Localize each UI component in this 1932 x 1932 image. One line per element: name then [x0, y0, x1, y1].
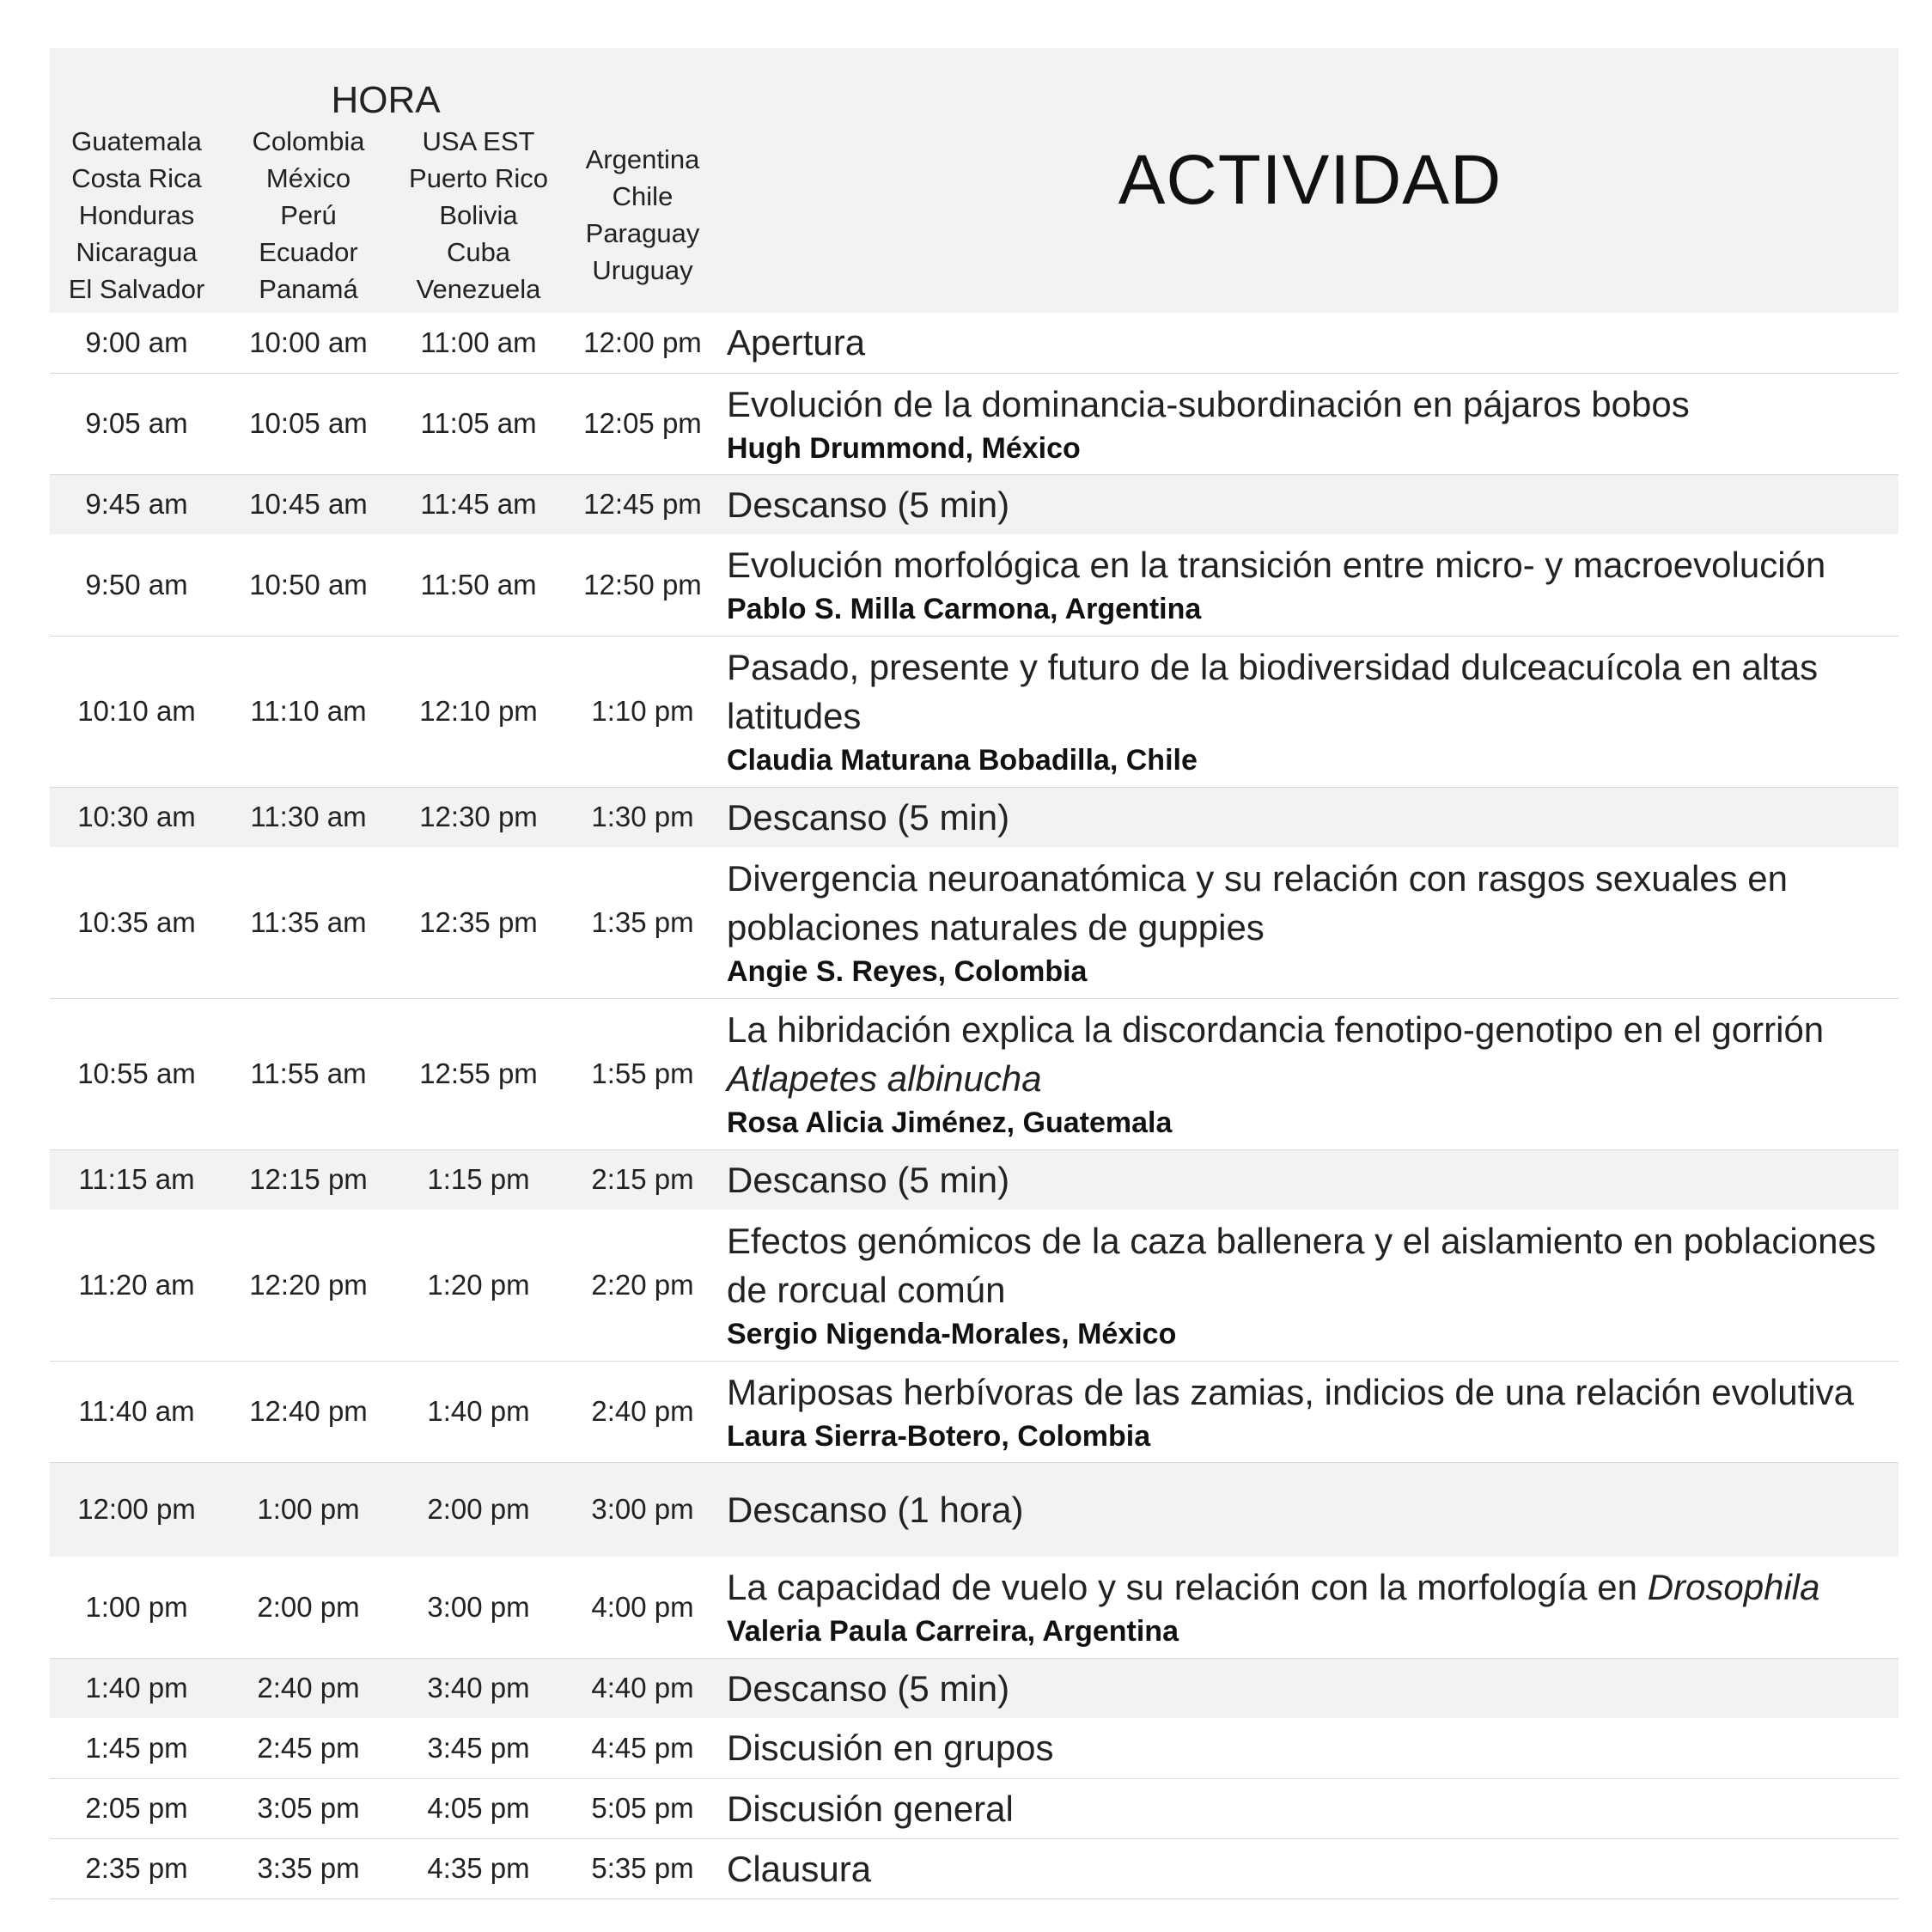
time-cell: 2:00 pm — [393, 1462, 564, 1557]
schedule-row — [50, 1718, 1898, 1778]
time-cell: 12:35 pm — [393, 847, 564, 998]
activity-title-text: Discusión en grupos — [727, 1728, 1054, 1769]
time-cell: 10:50 am — [223, 534, 393, 636]
country-name: Honduras — [78, 199, 195, 230]
activity-title-text: Clausura — [727, 1848, 872, 1889]
time-cell: 3:00 pm — [393, 1557, 564, 1658]
activity-title — [727, 1216, 1892, 1314]
speaker-name: Rosa Alicia Jiménez, Guatemala — [727, 1106, 1173, 1139]
country-name: Costa Rica — [71, 162, 202, 193]
time-cell: 2:05 pm — [50, 1778, 223, 1838]
activity-cell — [722, 313, 1898, 373]
activity-title-text: Evolución de la dominancia-subordinación en pájaros bobos — [727, 383, 1690, 424]
time-cell: 10:10 am — [50, 636, 223, 787]
time-cell: 11:50 am — [393, 534, 564, 636]
time-cell: 10:05 am — [223, 373, 393, 474]
break-row — [50, 1658, 1898, 1718]
time-cell: 12:50 pm — [564, 534, 722, 636]
country-name: Colombia — [252, 125, 365, 156]
activity-title — [727, 1155, 1892, 1204]
activity-title — [727, 1368, 1892, 1417]
country-name: El Salvador — [68, 273, 205, 304]
schedule-row — [50, 636, 1898, 787]
time-cell: 10:45 am — [223, 474, 393, 534]
activity-title-text: Descanso (1 hora) — [727, 1489, 1024, 1530]
schedule-body — [50, 313, 1898, 1898]
speaker-name: Sergio Nigenda-Morales, México — [727, 1317, 1177, 1350]
activity-title — [727, 1723, 1892, 1772]
activity-cell — [722, 1462, 1898, 1557]
country-name: Argentina — [585, 144, 700, 174]
break-row — [50, 1149, 1898, 1210]
country-name: Ecuador — [259, 236, 358, 267]
time-zone-column-1 — [50, 122, 223, 313]
time-cell: 10:30 am — [50, 787, 223, 847]
activity-title-text: Evolución morfológica en la transición entre micro- y macroevolución — [727, 545, 1826, 586]
time-cell: 5:35 pm — [564, 1838, 722, 1898]
hora-header — [50, 48, 722, 122]
time-zone-column-2 — [223, 122, 393, 313]
activity-title-text: Descanso (5 min) — [727, 484, 1010, 525]
break-row — [50, 474, 1898, 534]
activity-title-text: La hibridación explica la discordancia fenotipo-genotipo en el gorrión — [727, 1009, 1825, 1050]
time-cell: 1:15 pm — [393, 1149, 564, 1210]
country-name: México — [265, 162, 351, 193]
activity-title-text: Descanso (5 min) — [727, 1159, 1010, 1200]
time-cell: 11:45 am — [393, 474, 564, 534]
time-cell: 2:45 pm — [223, 1718, 393, 1778]
activity-cell — [722, 787, 1898, 847]
time-cell: 3:45 pm — [393, 1718, 564, 1778]
time-cell: 12:40 pm — [223, 1361, 393, 1462]
activity-title-text: Divergencia neuroanatómica y su relación con rasgos sexuales en poblaciones naturales de guppies — [727, 857, 1789, 948]
time-cell: 2:00 pm — [223, 1557, 393, 1658]
schedule-row — [50, 1557, 1898, 1658]
activity-cell — [722, 1658, 1898, 1718]
time-cell: 9:00 am — [50, 313, 223, 373]
time-zone-column-3 — [393, 122, 564, 313]
hora-label: HORA — [331, 79, 441, 121]
activity-cell — [722, 1838, 1898, 1898]
activity-title — [727, 854, 1892, 952]
activity-cell — [722, 1149, 1898, 1210]
schedule-row — [50, 313, 1898, 373]
country-name: Perú — [280, 199, 337, 230]
time-cell: 12:10 pm — [393, 636, 564, 787]
speaker-name: Angie S. Reyes, Colombia — [727, 954, 1088, 988]
schedule-row — [50, 1210, 1898, 1361]
break-row — [50, 1462, 1898, 1557]
time-cell: 10:35 am — [50, 847, 223, 998]
country-name: Paraguay — [585, 218, 700, 248]
activity-title — [727, 1664, 1892, 1713]
schedule-row — [50, 1778, 1898, 1838]
species-name: Drosophila — [1647, 1567, 1820, 1608]
time-cell: 3:05 pm — [223, 1778, 393, 1838]
time-cell: 11:30 am — [223, 787, 393, 847]
schedule-row — [50, 1361, 1898, 1462]
activity-title — [727, 1844, 1892, 1893]
country-name: Cuba — [446, 236, 511, 267]
activity-title-text: Descanso (5 min) — [727, 1667, 1010, 1709]
time-cell: 12:00 pm — [564, 313, 722, 373]
schedule-table — [50, 48, 1898, 1899]
speaker-name: Valeria Paula Carreira, Argentina — [727, 1615, 1179, 1649]
time-cell: 1:30 pm — [564, 787, 722, 847]
activity-cell — [722, 1210, 1898, 1361]
actividad-header: ACTIVIDAD — [722, 48, 1898, 313]
time-cell: 11:20 am — [50, 1210, 223, 1361]
schedule-row — [50, 1838, 1898, 1898]
time-cell: 9:50 am — [50, 534, 223, 636]
time-cell: 2:20 pm — [564, 1210, 722, 1361]
activity-cell — [722, 636, 1898, 787]
country-name: Bolivia — [439, 199, 518, 230]
time-cell: 11:10 am — [223, 636, 393, 787]
time-cell: 1:20 pm — [393, 1210, 564, 1361]
activity-cell — [722, 1557, 1898, 1658]
time-cell: 4:40 pm — [564, 1658, 722, 1718]
time-cell: 3:00 pm — [564, 1462, 722, 1557]
time-cell: 12:45 pm — [564, 474, 722, 534]
time-cell: 12:00 pm — [50, 1462, 223, 1557]
country-name: Chile — [612, 181, 673, 211]
activity-cell — [722, 474, 1898, 534]
schedule — [50, 48, 1898, 1899]
time-cell: 12:15 pm — [223, 1149, 393, 1210]
activity-title — [727, 793, 1892, 842]
time-cell: 3:35 pm — [223, 1838, 393, 1898]
activity-title — [727, 480, 1892, 529]
country-name: USA EST — [422, 125, 535, 156]
time-cell: 1:00 pm — [50, 1557, 223, 1658]
speaker-name: Hugh Drummond, México — [727, 431, 1081, 465]
time-cell: 3:40 pm — [393, 1658, 564, 1718]
time-cell: 12:55 pm — [393, 998, 564, 1149]
time-zone-column-4 — [564, 122, 722, 313]
time-cell: 9:05 am — [50, 373, 223, 474]
activity-title-text: La capacidad de vuelo y su relación con la morfología en — [727, 1567, 1638, 1608]
time-cell: 1:40 pm — [393, 1361, 564, 1462]
time-cell: 1:10 pm — [564, 636, 722, 787]
country-name: Uruguay — [592, 255, 693, 285]
time-cell: 9:45 am — [50, 474, 223, 534]
time-cell: 11:35 am — [223, 847, 393, 998]
time-cell: 4:05 pm — [393, 1778, 564, 1838]
time-cell: 11:05 am — [393, 373, 564, 474]
time-cell: 2:15 pm — [564, 1149, 722, 1210]
time-cell: 1:55 pm — [564, 998, 722, 1149]
activity-title-text: Descanso (5 min) — [727, 796, 1010, 838]
species-name: Atlapetes albinucha — [727, 1058, 1042, 1099]
time-cell: 2:35 pm — [50, 1838, 223, 1898]
time-cell: 11:40 am — [50, 1361, 223, 1462]
activity-title-text: Apertura — [727, 322, 866, 363]
activity-title — [727, 1563, 1892, 1612]
time-cell: 5:05 pm — [564, 1778, 722, 1838]
time-cell: 12:20 pm — [223, 1210, 393, 1361]
schedule-row — [50, 373, 1898, 474]
time-cell: 11:15 am — [50, 1149, 223, 1210]
schedule-row — [50, 847, 1898, 998]
speaker-name: Laura Sierra-Botero, Colombia — [727, 1419, 1151, 1453]
schedule-row — [50, 534, 1898, 636]
break-row — [50, 787, 1898, 847]
speaker-name: Claudia Maturana Bobadilla, Chile — [727, 744, 1198, 777]
country-name: Nicaragua — [76, 236, 198, 267]
time-cell: 4:35 pm — [393, 1838, 564, 1898]
time-cell: 1:40 pm — [50, 1658, 223, 1718]
activity-title — [727, 1485, 1892, 1534]
time-cell: 4:00 pm — [564, 1557, 722, 1658]
activity-cell — [722, 998, 1898, 1149]
activity-cell — [722, 534, 1898, 636]
country-name: Puerto Rico — [409, 162, 548, 193]
time-cell: 12:05 pm — [564, 373, 722, 474]
time-cell: 10:00 am — [223, 313, 393, 373]
activity-cell — [722, 373, 1898, 474]
country-name: Guatemala — [71, 125, 202, 156]
speaker-name: Pablo S. Milla Carmona, Argentina — [727, 593, 1202, 626]
activity-cell — [722, 1361, 1898, 1462]
activity-title-text: Mariposas herbívoras de las zamias, indicios de una relación evolutiva — [727, 1371, 1855, 1412]
time-cell: 4:45 pm — [564, 1718, 722, 1778]
time-cell: 1:35 pm — [564, 847, 722, 998]
activity-cell — [722, 1718, 1898, 1778]
time-cell: 2:40 pm — [564, 1361, 722, 1462]
time-cell: 1:45 pm — [50, 1718, 223, 1778]
time-cell: 2:40 pm — [223, 1658, 393, 1718]
schedule-row — [50, 998, 1898, 1149]
activity-title-text: Pasado, presente y futuro de la biodiversidad dulceacuícola en altas latitudes — [727, 647, 1819, 736]
activity-title — [727, 380, 1892, 429]
activity-title — [727, 643, 1892, 740]
time-cell: 12:30 pm — [393, 787, 564, 847]
country-name: Venezuela — [416, 273, 541, 304]
activity-title — [727, 540, 1892, 589]
activity-cell — [722, 1778, 1898, 1838]
activity-title-text: Efectos genómicos de la caza ballenera y el aislamiento en poblaciones de rorcual común — [727, 1220, 1876, 1310]
activity-title — [727, 1784, 1892, 1833]
time-cell: 1:00 pm — [223, 1462, 393, 1557]
activity-title — [727, 1005, 1892, 1103]
activity-title-text: Discusión general — [727, 1788, 1014, 1829]
time-cell: 11:00 am — [393, 313, 564, 373]
time-cell: 11:55 am — [223, 998, 393, 1149]
country-name: Panamá — [259, 273, 358, 304]
activity-title — [727, 318, 1892, 367]
time-cell: 10:55 am — [50, 998, 223, 1149]
activity-cell — [722, 847, 1898, 998]
